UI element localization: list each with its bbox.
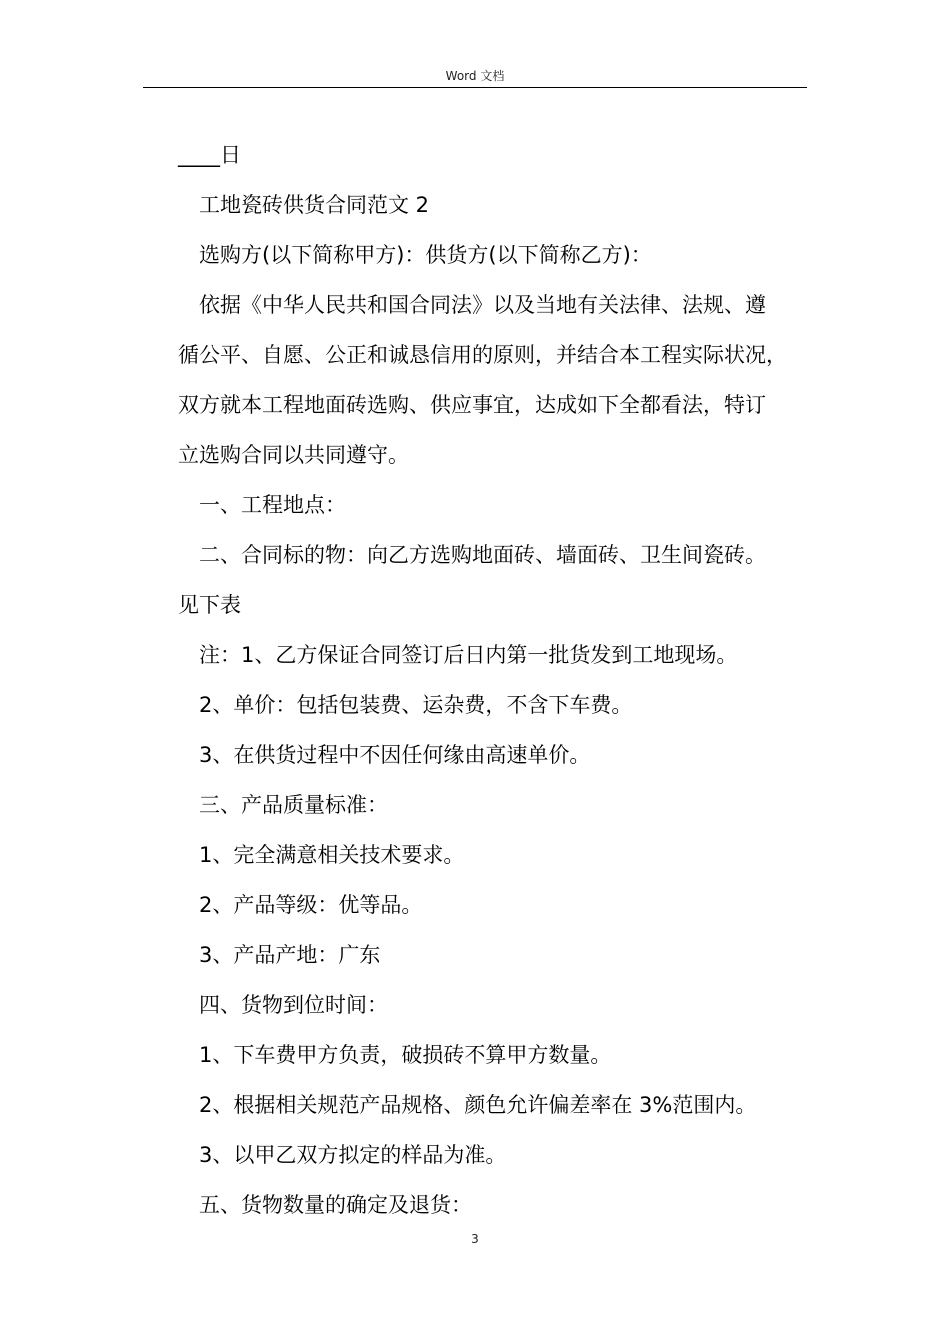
paragraph-line: 3、以甲乙双方拟定的样品为准。: [199, 1143, 507, 1167]
paragraph-line: 立选购合同以共同遵守。: [178, 443, 409, 467]
paragraph-line: 见下表: [178, 593, 241, 617]
paragraph-line: 3、产品产地：广东: [199, 943, 381, 967]
paragraph-line: 一、工程地点：: [199, 493, 346, 517]
paragraph-line: 2、根据相关规范产品规格、颜色允许偏差率在 3%范围内。: [199, 1093, 757, 1117]
paragraph-line: 三、产品质量标准：: [199, 793, 388, 817]
paragraph-line: 1、下车费甲方负责，破损砖不算甲方数量。: [199, 1043, 612, 1067]
page-header: Word 文档: [445, 69, 505, 83]
paragraph-line: 依据《中华人民共和国合同法》以及当地有关法律、法规、遵: [199, 293, 766, 317]
paragraph-line: 二、合同标的物：向乙方选购地面砖、墙面砖、卫生间瓷砖。: [199, 543, 766, 567]
paragraph-line: 1、完全满意相关技术要求。: [199, 843, 465, 867]
paragraph-line: 3、在供货过程中不因任何缘由高速单价。: [199, 743, 591, 767]
paragraph-line: ____日: [178, 143, 241, 167]
paragraph-line: 注：1、乙方保证合同签订后日内第一批货发到工地现场。: [199, 643, 738, 667]
paragraph-line: 选购方(以下简称甲方)：供货方(以下简称乙方)：: [199, 243, 652, 267]
page-number: 3: [471, 1232, 479, 1246]
paragraph-line: 工地瓷砖供货合同范文 2: [199, 193, 430, 217]
header-divider: [143, 87, 807, 88]
document-body: [178, 130, 808, 1230]
paragraph-line: 四、货物到位时间：: [199, 993, 388, 1017]
paragraph-line: 循公平、自愿、公正和诚恳信用的原则，并结合本工程实际状况，: [178, 343, 787, 367]
paragraph-line: 2、单价：包括包装费、运杂费，不含下车费。: [199, 693, 633, 717]
paragraph-line: 五、货物数量的确定及退货：: [199, 1193, 472, 1217]
paragraph-line: 2、产品等级：优等品。: [199, 893, 423, 917]
paragraph-line: 双方就本工程地面砖选购、供应事宜，达成如下全都看法，特订: [178, 393, 766, 417]
